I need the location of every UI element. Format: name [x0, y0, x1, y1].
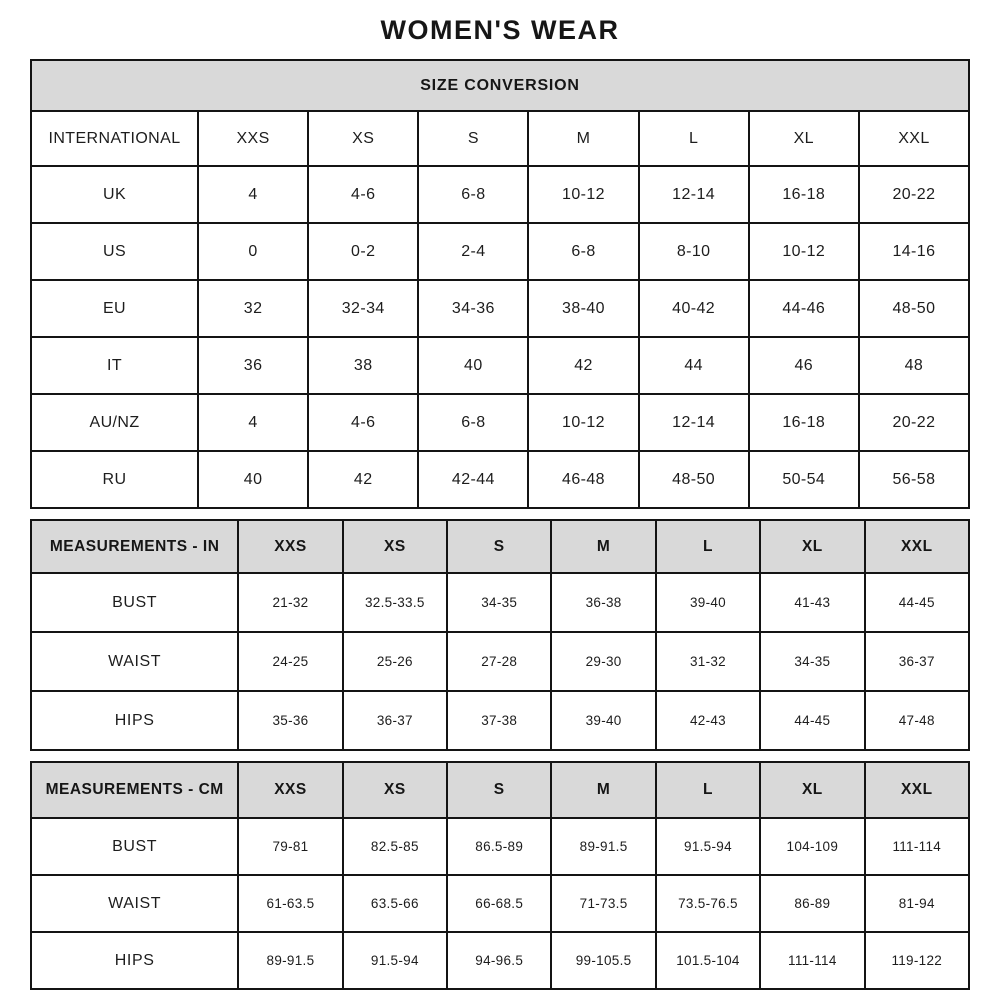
measurements-in-column-xl: XL: [760, 520, 864, 573]
measurements-in-column-s: S: [447, 520, 551, 573]
row-label-au-nz: AU/NZ: [31, 394, 198, 451]
size-conversion-column-header-row: [31, 111, 969, 166]
measurements-cm-hips-xl: 111-114: [760, 932, 864, 989]
measurements-cm-column-xxl: XXL: [865, 762, 969, 818]
row-label-eu: EU: [31, 280, 198, 337]
measurements-cm-hips-xs: 91.5-94: [343, 932, 447, 989]
measurements-in-column-xxl: XXL: [865, 520, 969, 573]
size-conversion-it-l: 44: [639, 337, 749, 394]
row-label-bust: BUST: [31, 818, 238, 875]
measurements-cm-bust-xxl: 111-114: [865, 818, 969, 875]
measurements-in-column-xxs: XXS: [238, 520, 342, 573]
size-conversion-body: [31, 166, 969, 508]
measurements-in-bust-xl: 41-43: [760, 573, 864, 632]
size-conversion-ru-xxs: 40: [198, 451, 308, 508]
size-conversion-uk-m: 10-12: [528, 166, 638, 223]
measurements-cm-waist-l: 73.5-76.5: [656, 875, 760, 932]
measurements-cm-hips-l: 101.5-104: [656, 932, 760, 989]
size-conversion-us-xxs: 0: [198, 223, 308, 280]
measurements-in-bust-l: 39-40: [656, 573, 760, 632]
measurements-cm-column-measurements-cm: MEASUREMENTS - CM: [31, 762, 238, 818]
measurements-in-hips-xl: 44-45: [760, 691, 864, 750]
size-conversion-au-nz-xs: 4-6: [308, 394, 418, 451]
measurements-in-bust-xxs: 21-32: [238, 573, 342, 632]
measurements-cm-row-hips: [31, 932, 969, 989]
measurements-cm-hips-s: 94-96.5: [447, 932, 551, 989]
row-label-hips: HIPS: [31, 691, 238, 750]
measurements-cm-waist-s: 66-68.5: [447, 875, 551, 932]
measurements-cm-bust-s: 86.5-89: [447, 818, 551, 875]
size-conversion-au-nz-s: 6-8: [418, 394, 528, 451]
measurements-cm-bust-xl: 104-109: [760, 818, 864, 875]
size-conversion-ru-xxl: 56-58: [859, 451, 969, 508]
size-conversion-us-xs: 0-2: [308, 223, 418, 280]
measurements-in-waist-xl: 34-35: [760, 632, 864, 691]
row-label-uk: UK: [31, 166, 198, 223]
size-conversion-us-xl: 10-12: [749, 223, 859, 280]
size-conversion-eu-l: 40-42: [639, 280, 749, 337]
measurements-in-hips-xs: 36-37: [343, 691, 447, 750]
measurements-in-column-xs: XS: [343, 520, 447, 573]
measurements-cm-row-bust: [31, 818, 969, 875]
size-conversion-column-xs: XS: [308, 111, 418, 166]
measurements-in-hips-m: 39-40: [551, 691, 655, 750]
measurements-in-column-l: L: [656, 520, 760, 573]
size-conversion-column-xxs: XXS: [198, 111, 308, 166]
size-conversion-uk-xl: 16-18: [749, 166, 859, 223]
size-chart-page: [30, 0, 970, 990]
size-conversion-eu-m: 38-40: [528, 280, 638, 337]
row-label-bust: BUST: [31, 573, 238, 632]
measurements-cm-bust-xxs: 79-81: [238, 818, 342, 875]
measurements-cm-row-waist: [31, 875, 969, 932]
row-label-it: IT: [31, 337, 198, 394]
size-conversion-column-xl: XL: [749, 111, 859, 166]
size-conversion-band-title: SIZE CONVERSION: [31, 60, 969, 111]
size-conversion-row-ru: [31, 451, 969, 508]
row-label-ru: RU: [31, 451, 198, 508]
size-conversion-band-row: [31, 60, 969, 111]
measurements-cm-bust-l: 91.5-94: [656, 818, 760, 875]
measurements-in-row-hips: [31, 691, 969, 750]
size-conversion-uk-xs: 4-6: [308, 166, 418, 223]
measurements-cm-column-l: L: [656, 762, 760, 818]
size-conversion-row-au-nz: [31, 394, 969, 451]
measurements-in-row-waist: [31, 632, 969, 691]
size-conversion-ru-s: 42-44: [418, 451, 528, 508]
row-label-hips: HIPS: [31, 932, 238, 989]
page-title: WOMEN'S WEAR: [380, 15, 620, 45]
measurements-in-waist-l: 31-32: [656, 632, 760, 691]
measurements-in-waist-xs: 25-26: [343, 632, 447, 691]
size-conversion-us-m: 6-8: [528, 223, 638, 280]
size-conversion-us-s: 2-4: [418, 223, 528, 280]
size-conversion-au-nz-m: 10-12: [528, 394, 638, 451]
size-conversion-au-nz-l: 12-14: [639, 394, 749, 451]
size-conversion-row-uk: [31, 166, 969, 223]
size-conversion-au-nz-xxl: 20-22: [859, 394, 969, 451]
measurements-cm-bust-xs: 82.5-85: [343, 818, 447, 875]
measurements-in-waist-m: 29-30: [551, 632, 655, 691]
size-conversion-eu-xs: 32-34: [308, 280, 418, 337]
size-conversion-uk-l: 12-14: [639, 166, 749, 223]
size-conversion-us-l: 8-10: [639, 223, 749, 280]
row-label-waist: WAIST: [31, 632, 238, 691]
measurements-cm-hips-xxl: 119-122: [865, 932, 969, 989]
measurements-cm-header-row: [31, 762, 969, 818]
measurements-cm-bust-m: 89-91.5: [551, 818, 655, 875]
size-conversion-it-xs: 38: [308, 337, 418, 394]
size-conversion-it-xxl: 48: [859, 337, 969, 394]
size-conversion-column-m: M: [528, 111, 638, 166]
measurements-cm-table: [30, 761, 970, 990]
size-conversion-table: [30, 59, 970, 509]
measurements-in-row-bust: [31, 573, 969, 632]
measurements-in-column-measurements-in: MEASUREMENTS - IN: [31, 520, 238, 573]
measurements-in-bust-xxl: 44-45: [865, 573, 969, 632]
measurements-cm-column-xs: XS: [343, 762, 447, 818]
measurements-in-header-row: [31, 520, 969, 573]
measurements-cm-waist-xl: 86-89: [760, 875, 864, 932]
measurements-in-bust-m: 36-38: [551, 573, 655, 632]
measurements-cm-column-m: M: [551, 762, 655, 818]
measurements-in-waist-s: 27-28: [447, 632, 551, 691]
size-conversion-uk-s: 6-8: [418, 166, 528, 223]
size-conversion-ru-l: 48-50: [639, 451, 749, 508]
measurements-cm-hips-m: 99-105.5: [551, 932, 655, 989]
size-conversion-eu-xxs: 32: [198, 280, 308, 337]
size-conversion-column-international: INTERNATIONAL: [31, 111, 198, 166]
size-conversion-eu-s: 34-36: [418, 280, 528, 337]
measurements-cm-column-xxs: XXS: [238, 762, 342, 818]
size-conversion-column-l: L: [639, 111, 749, 166]
measurements-cm-body: [31, 818, 969, 989]
size-conversion-uk-xxl: 20-22: [859, 166, 969, 223]
size-conversion-ru-m: 46-48: [528, 451, 638, 508]
size-conversion-au-nz-xxs: 4: [198, 394, 308, 451]
size-conversion-it-xl: 46: [749, 337, 859, 394]
row-label-waist: WAIST: [31, 875, 238, 932]
measurements-cm-column-s: S: [447, 762, 551, 818]
size-conversion-row-us: [31, 223, 969, 280]
size-conversion-column-s: S: [418, 111, 528, 166]
measurements-cm-waist-xxl: 81-94: [865, 875, 969, 932]
measurements-in-hips-xxs: 35-36: [238, 691, 342, 750]
measurements-in-waist-xxs: 24-25: [238, 632, 342, 691]
measurements-in-body: [31, 573, 969, 750]
measurements-cm-column-xl: XL: [760, 762, 864, 818]
measurements-in-bust-xs: 32.5-33.5: [343, 573, 447, 632]
measurements-in-hips-l: 42-43: [656, 691, 760, 750]
size-conversion-us-xxl: 14-16: [859, 223, 969, 280]
size-conversion-eu-xl: 44-46: [749, 280, 859, 337]
size-conversion-ru-xs: 42: [308, 451, 418, 508]
size-conversion-au-nz-xl: 16-18: [749, 394, 859, 451]
size-conversion-ru-xl: 50-54: [749, 451, 859, 508]
measurements-cm-waist-m: 71-73.5: [551, 875, 655, 932]
measurements-in-table: [30, 519, 970, 751]
measurements-cm-hips-xxs: 89-91.5: [238, 932, 342, 989]
row-label-us: US: [31, 223, 198, 280]
size-conversion-it-m: 42: [528, 337, 638, 394]
size-conversion-uk-xxs: 4: [198, 166, 308, 223]
size-conversion-it-xxs: 36: [198, 337, 308, 394]
size-conversion-row-it: [31, 337, 969, 394]
measurements-in-waist-xxl: 36-37: [865, 632, 969, 691]
measurements-in-hips-xxl: 47-48: [865, 691, 969, 750]
size-conversion-it-s: 40: [418, 337, 528, 394]
measurements-in-bust-s: 34-35: [447, 573, 551, 632]
size-conversion-eu-xxl: 48-50: [859, 280, 969, 337]
measurements-cm-waist-xs: 63.5-66: [343, 875, 447, 932]
measurements-in-hips-s: 37-38: [447, 691, 551, 750]
size-conversion-row-eu: [31, 280, 969, 337]
measurements-in-column-m: M: [551, 520, 655, 573]
size-conversion-column-xxl: XXL: [859, 111, 969, 166]
measurements-cm-waist-xxs: 61-63.5: [238, 875, 342, 932]
